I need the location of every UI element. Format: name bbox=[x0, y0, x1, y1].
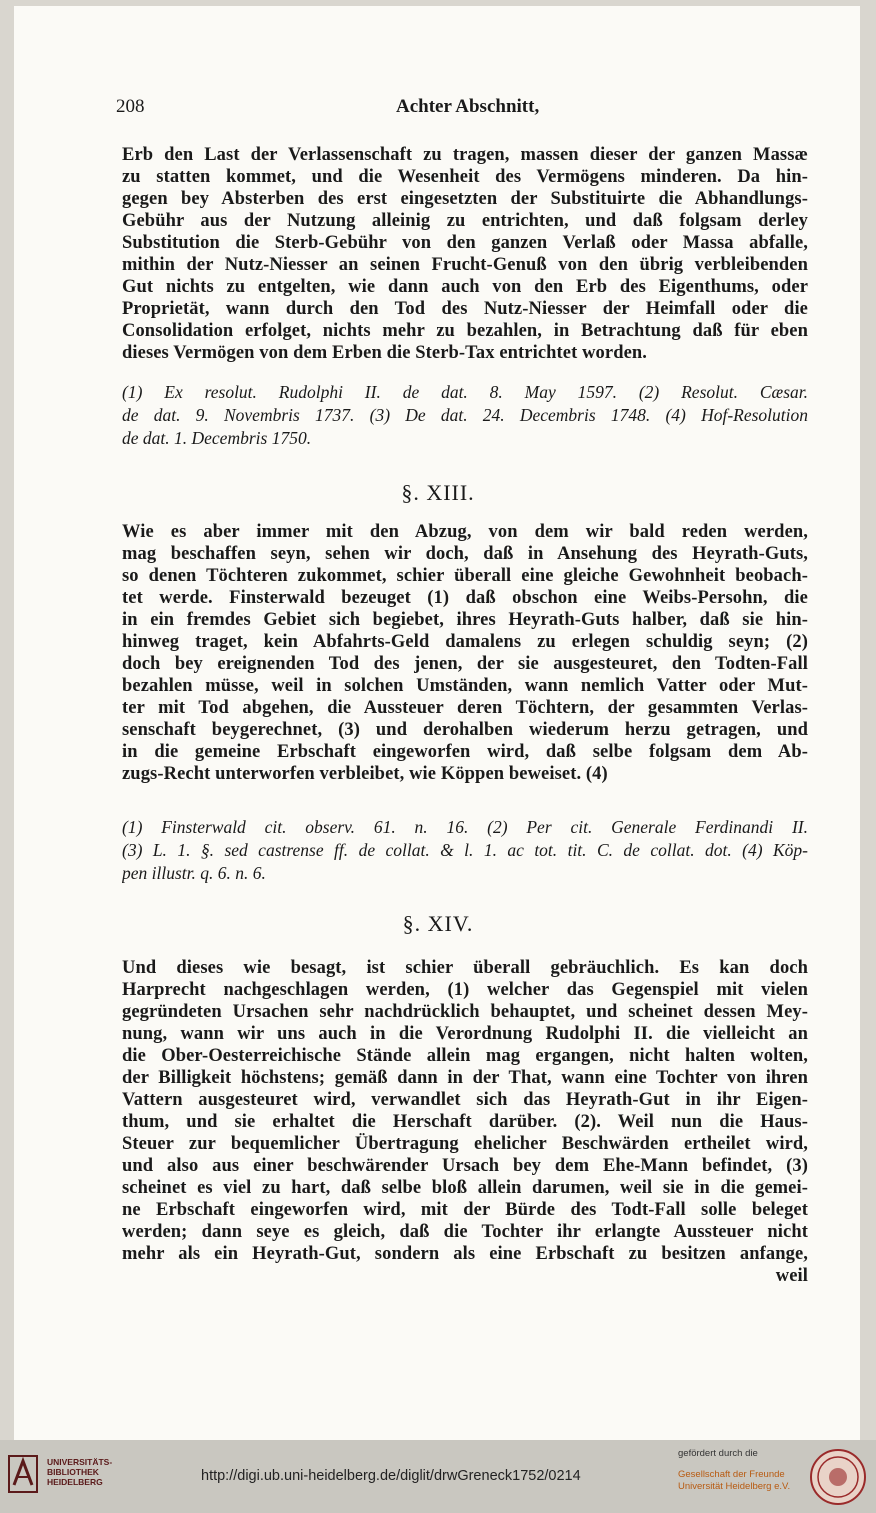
section-xiii-body bbox=[122, 521, 808, 785]
text-line: und also aus einer beschwärender Ursach bey dem Ehe-Mann befindet, (3) bbox=[122, 1156, 808, 1176]
text-line: thum, und sie erhaltet die Herschaft darüber. (2). Weil nun die Haus- bbox=[122, 1112, 808, 1132]
footnote-line: (3) L. 1. §. sed castrense ff. de collat. & l. 1. ac tot. tit. C. de collat. dot. (4) Köp- bbox=[122, 840, 808, 860]
university-seal-icon bbox=[809, 1448, 867, 1506]
library-name-line: UNIVERSITÄTS- bbox=[47, 1457, 113, 1467]
text-line: so denen Töchteren zukommet, schier überall eine gleiche Gewohnheit beobach- bbox=[122, 566, 808, 586]
text-line: zugs-Recht unterworfen verbleibet, wie Köppen beweiset. (4) bbox=[122, 764, 608, 784]
catchword: weil bbox=[775, 1266, 808, 1286]
text-line: zu statten kommet, und die Wesenheit des Vermögens minderen. Da hin- bbox=[122, 167, 808, 187]
text-line: hinweg traget, kein Abfahrts-Geld damalens zu erlegen schuldig seyn; (2) bbox=[122, 632, 808, 652]
text-line: Vattern ausgesteuret wird, verwandlet sich das Heyrath-Gut in ihr Eigen- bbox=[122, 1090, 808, 1110]
text-line: dieses Vermögen von dem Erben die Sterb-Tax entrichtet worden. bbox=[122, 343, 648, 363]
funded-by-text: gefördert durch die bbox=[678, 1448, 758, 1459]
library-name-line: HEIDELBERG bbox=[47, 1477, 103, 1487]
text-line: Proprietät, wann durch den Tod des Nutz-Niesser der Heimfall oder die bbox=[122, 299, 808, 319]
text-line: ter mit Tod abgehen, die Aussteuer deren Töchtern, der gesammten Verlas- bbox=[122, 698, 808, 718]
society-name bbox=[678, 1469, 790, 1493]
source-url-link[interactable]: http://digi.ub.uni-heidelberg.de/diglit/drwGreneck1752/0214 bbox=[201, 1468, 581, 1484]
text-line: senschaft beygerechnet, (3) und derohalben wiederum herzu getragen, und bbox=[122, 720, 808, 740]
text-line: Gebühr aus der Nutzung alleinig zu entrichten, und daß folgsam derley bbox=[122, 211, 808, 231]
text-line: mag beschaffen seyn, sehen wir doch, daß in Ansehung des Heyrath-Guts, bbox=[122, 544, 808, 564]
footnotes-1 bbox=[122, 381, 808, 450]
text-line: scheinet es viel zu hart, daß selbe bloß allein darumen, weil sie in die gemei- bbox=[122, 1178, 808, 1198]
footnote-line: de dat. 9. Novembris 1737. (3) De dat. 24. Decembris 1748. (4) Hof-Resolution bbox=[122, 405, 808, 425]
text-line: ne Erbschaft eingeworfen wird, mit der Bürde des Todt-Fall solle beleget bbox=[122, 1200, 808, 1220]
text-line: Substitution die Sterb-Gebühr von den ganzen Verlaß oder Massa abfalle, bbox=[122, 233, 808, 253]
footnotes-xiii bbox=[122, 816, 808, 885]
text-line: gegen bey Absterben des erst eingesetzten der Substituirte die Abhandlungs- bbox=[122, 189, 808, 209]
page-number: 208 bbox=[116, 96, 145, 117]
footnote-line: de dat. 1. Decembris 1750. bbox=[122, 428, 312, 448]
text-line: Steuer zur bequemlicher Übertragung ehelicher Beschwärden ertheilet wird, bbox=[122, 1134, 808, 1154]
text-line: gegründeten Ursachen sehr nachdrücklich behauptet, und scheinet dessen Mey- bbox=[122, 1002, 808, 1022]
footnote-line: (1) Ex resolut. Rudolphi II. de dat. 8. May 1597. (2) Resolut. Cæsar. bbox=[122, 382, 808, 402]
library-name bbox=[47, 1457, 112, 1487]
text-line: in die gemeine Erbschaft eingeworfen wird, daß selbe folgsam dem Ab- bbox=[122, 742, 808, 762]
society-name-line: Universität Heidelberg e.V. bbox=[678, 1481, 791, 1492]
text-line: Harprecht nachgeschlagen werden, (1) welcher das Gegenspiel mit vielen bbox=[122, 980, 808, 1000]
footer-bar bbox=[0, 1440, 876, 1513]
text-line: Consolidation erfolget, nichts mehr zu bezahlen, in Betrachtung daß für eben bbox=[122, 321, 808, 341]
section-heading-xiv: §. XIV. bbox=[402, 911, 474, 936]
text-line: Und dieses wie besagt, ist schier überall gebräuchlich. Es kan doch bbox=[122, 958, 808, 978]
paragraph-continuation bbox=[122, 144, 808, 364]
footnote-line: pen illustr. q. 6. n. 6. bbox=[122, 863, 266, 883]
text-line: nung, wann wir uns auch in die Verordnung Rudolphi II. die vielleicht an bbox=[122, 1024, 808, 1044]
text-line: doch bey ereignenden Tod des jenen, der sie ausgesteuret, den Todten-Fall bbox=[122, 654, 808, 674]
text-line: Gut nichts zu entgelten, wie dann auch von den Erb des Eigenthums, oder bbox=[122, 277, 808, 297]
text-line: mithin der Nutz-Niesser an seinen Frucht-Genuß von den übrig verbleibenden bbox=[122, 255, 808, 275]
text-line: der Billigkeit höchstens; gemäß dann in der That, wann eine Tochter von ihren bbox=[122, 1068, 808, 1088]
text-line: werden; dann seye es gleich, daß die Tochter ihr erlangte Aussteuer nicht bbox=[122, 1222, 808, 1242]
section-heading-xiii: §. XIII. bbox=[401, 480, 475, 505]
section-xiv-body bbox=[122, 957, 808, 1287]
scan-border-left bbox=[0, 0, 14, 1440]
text-line: Erb den Last der Verlassenschaft zu tragen, massen dieser der ganzen Massæ bbox=[122, 145, 808, 165]
text-line: Wie es aber immer mit den Abzug, von dem wir bald reden werden, bbox=[122, 522, 808, 542]
footnote-line: (1) Finsterwald cit. observ. 61. n. 16. (2) Per cit. Generale Ferdinandi II. bbox=[122, 817, 808, 837]
text-line: bezahlen müsse, weil in solchen Umständen, wann nemlich Vatter oder Mut- bbox=[122, 676, 808, 696]
library-name-line: BIBLIOTHEK bbox=[47, 1467, 99, 1477]
text-line: in ein fremdes Gebiet sich begiebet, ihres Heyrath-Guts halber, daß sie hin- bbox=[122, 610, 808, 630]
scan-border-right bbox=[860, 0, 876, 1440]
society-name-line: Gesellschaft der Freunde bbox=[678, 1469, 785, 1480]
running-title: Achter Abschnitt, bbox=[396, 96, 540, 117]
text-line: mehr als ein Heyrath-Gut, sondern als eine Erbschaft zu besitzen anfange, bbox=[122, 1244, 808, 1264]
text-line: tet werde. Finsterwald bezeuget (1) daß obschon eine Weibs-Persohn, die bbox=[122, 588, 808, 608]
library-logo-icon bbox=[8, 1455, 38, 1493]
text-line: die Ober-Oesterreichische Stände allein mag ergangen, nicht halten wolten, bbox=[122, 1046, 808, 1066]
